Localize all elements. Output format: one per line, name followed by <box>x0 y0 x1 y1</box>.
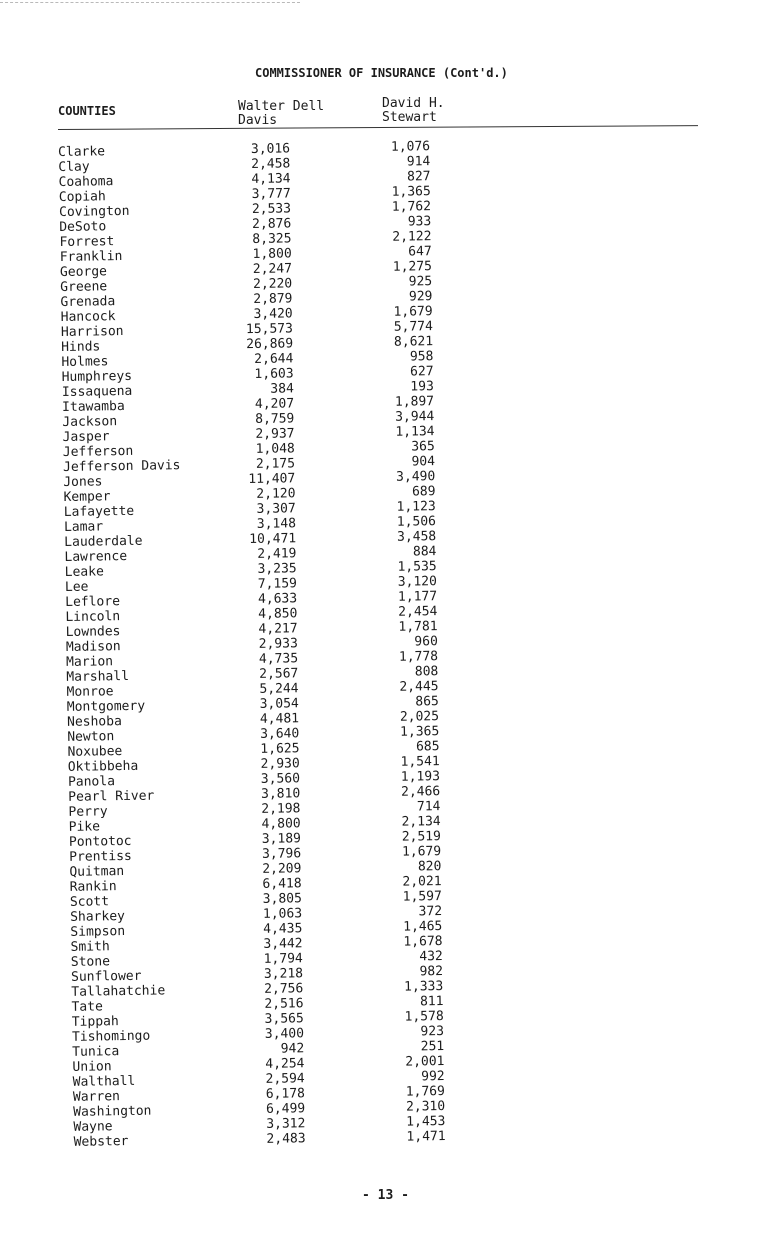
stewart-votes: 1,679 <box>393 304 433 320</box>
county-name: Madison <box>65 639 121 655</box>
stewart-votes: 1,679 <box>401 844 442 860</box>
candidate-davis-header-line2: Davis <box>238 113 278 128</box>
county-name: Lauderdale <box>64 533 143 550</box>
county-name: Panola <box>67 774 116 790</box>
stewart-votes: 1,506 <box>396 514 437 530</box>
county-name: Jones <box>63 474 103 490</box>
davis-votes: 26,869 <box>246 336 294 353</box>
davis-votes: 1,625 <box>260 741 300 757</box>
stewart-votes: 2,454 <box>398 604 438 620</box>
county-name: Clay <box>58 159 90 175</box>
stewart-votes: 1,275 <box>392 259 433 275</box>
stewart-votes: 1,365 <box>400 724 440 740</box>
davis-votes: 1,603 <box>254 366 294 382</box>
county-name: Neshoba <box>66 714 122 730</box>
davis-votes: 3,218 <box>263 966 304 982</box>
stewart-votes: 1,578 <box>404 1009 444 1025</box>
county-name: Copiah <box>58 189 106 205</box>
county-name: Union <box>72 1059 112 1075</box>
stewart-votes: 3,490 <box>396 469 436 485</box>
stewart-votes: 1,897 <box>394 394 435 410</box>
county-name: Tishomingo <box>71 1028 151 1045</box>
county-name: Pike <box>68 819 101 835</box>
county-name: Prentiss <box>69 848 132 865</box>
stewart-votes: 1,769 <box>405 1084 446 1100</box>
stewart-votes: 627 <box>410 364 434 380</box>
stewart-votes: 251 <box>420 1039 445 1055</box>
davis-votes: 3,805 <box>262 891 302 907</box>
davis-votes: 3,442 <box>263 936 303 952</box>
stewart-votes: 811 <box>419 994 444 1010</box>
stewart-votes: 1,177 <box>397 589 438 605</box>
davis-votes: 2,933 <box>258 636 298 652</box>
davis-votes: 3,796 <box>261 846 302 862</box>
county-name: Sunflower <box>70 968 142 985</box>
davis-votes: 2,879 <box>253 291 293 307</box>
county-name: Jefferson <box>62 443 134 460</box>
stewart-votes: 884 <box>412 544 437 560</box>
davis-votes: 3,054 <box>259 696 299 712</box>
county-name: Tallahatchie <box>71 983 166 1000</box>
stewart-votes: 2,134 <box>401 814 441 830</box>
davis-votes: 3,420 <box>253 306 293 322</box>
davis-votes: 3,189 <box>261 831 302 847</box>
davis-votes: 5,244 <box>259 681 299 697</box>
candidate-stewart-header-line2: Stewart <box>382 110 437 125</box>
county-name: Montgomery <box>66 698 146 715</box>
stewart-votes: 1,076 <box>390 139 431 155</box>
davis-votes: 2,567 <box>259 666 299 682</box>
county-name: Lawrence <box>64 548 128 565</box>
stewart-votes: 2,466 <box>400 784 441 800</box>
davis-votes: 2,198 <box>261 801 301 817</box>
davis-votes: 1,063 <box>262 906 303 922</box>
stewart-votes: 3,120 <box>397 574 438 590</box>
davis-votes: 4,800 <box>261 816 301 832</box>
county-name: Covington <box>58 203 130 220</box>
davis-votes: 4,217 <box>258 621 298 637</box>
county-name: Marion <box>66 654 114 670</box>
stewart-votes: 1,193 <box>400 769 441 785</box>
davis-votes: 4,735 <box>258 651 299 667</box>
stewart-votes: 1,781 <box>398 619 438 635</box>
stewart-votes: 3,458 <box>396 529 437 545</box>
stewart-votes: 1,465 <box>403 919 443 935</box>
county-name: Clarke <box>58 144 106 160</box>
county-name: Walthall <box>72 1073 136 1090</box>
davis-votes: 3,565 <box>264 1011 304 1027</box>
stewart-votes: 5,774 <box>393 319 434 335</box>
header-rule <box>58 125 698 130</box>
davis-votes: 3,016 <box>250 141 291 157</box>
county-name: Marshall <box>66 668 130 685</box>
stewart-votes: 865 <box>415 694 439 710</box>
davis-votes: 3,235 <box>257 561 297 577</box>
davis-votes: 3,560 <box>260 771 301 787</box>
davis-votes: 2,644 <box>254 351 294 367</box>
county-name: Stone <box>70 954 111 970</box>
davis-votes: 3,148 <box>256 516 297 532</box>
stewart-votes: 1,535 <box>397 559 437 575</box>
stewart-votes: 827 <box>406 169 431 185</box>
davis-votes: 2,458 <box>251 156 291 172</box>
stewart-votes: 2,001 <box>405 1054 445 1070</box>
davis-votes: 1,794 <box>263 951 303 967</box>
davis-votes: 4,207 <box>254 396 295 412</box>
stewart-votes: 193 <box>410 379 434 395</box>
stewart-votes: 1,541 <box>400 754 440 770</box>
davis-votes: 2,483 <box>266 1131 306 1147</box>
davis-votes: 15,573 <box>245 321 294 338</box>
county-name: Harrison <box>60 323 124 340</box>
page-title: COMMISSIONER OF INSURANCE (Cont'd.) <box>255 66 508 80</box>
stewart-votes: 923 <box>420 1024 445 1040</box>
davis-votes: 4,633 <box>257 591 298 607</box>
stewart-votes: 958 <box>409 349 434 365</box>
county-name: Warren <box>72 1089 121 1105</box>
stewart-votes: 933 <box>407 214 432 230</box>
top-dashed-rule <box>0 2 300 3</box>
stewart-votes: 365 <box>411 439 435 455</box>
county-name: Webster <box>73 1134 129 1150</box>
county-name: Simpson <box>70 924 126 940</box>
county-name: Pontotoc <box>68 833 132 850</box>
stewart-votes: 1,678 <box>403 934 443 950</box>
page-number: - 13 - <box>362 1188 409 1203</box>
davis-votes: 2,930 <box>260 756 300 772</box>
county-name: Humphreys <box>61 368 133 385</box>
davis-votes: 3,307 <box>256 501 296 517</box>
candidate-davis-header <box>238 100 324 128</box>
county-name: Tunica <box>72 1044 120 1060</box>
davis-votes: 2,247 <box>252 261 293 277</box>
davis-votes: 2,175 <box>255 456 296 472</box>
davis-votes: 2,516 <box>264 996 304 1012</box>
stewart-votes: 1,453 <box>406 1114 446 1130</box>
davis-votes: 4,134 <box>251 171 291 187</box>
county-name: Lamar <box>63 519 104 535</box>
county-name: Kemper <box>63 489 111 505</box>
stewart-votes: 1,333 <box>404 979 444 995</box>
county-name: Tippah <box>71 1014 119 1030</box>
county-name: Issaquena <box>61 383 133 400</box>
stewart-votes: 960 <box>414 634 438 650</box>
county-name: Grenada <box>60 294 116 310</box>
davis-votes: 2,594 <box>265 1071 305 1087</box>
county-name: Jackson <box>62 414 118 430</box>
stewart-votes: 432 <box>419 949 443 965</box>
stewart-votes: 689 <box>411 484 436 500</box>
county-name: Franklin <box>59 249 123 265</box>
county-name: Forrest <box>59 234 115 250</box>
county-name: Leake <box>64 564 104 580</box>
county-name: Coahoma <box>58 174 114 190</box>
stewart-votes: 808 <box>414 664 439 680</box>
davis-votes: 10,471 <box>249 531 297 548</box>
stewart-votes: 2,122 <box>392 229 432 245</box>
davis-votes: 2,533 <box>251 201 292 217</box>
county-name: Wayne <box>73 1119 113 1135</box>
county-name: Washington <box>73 1103 152 1120</box>
davis-votes: 3,400 <box>264 1026 305 1042</box>
county-name: Perry <box>68 804 108 820</box>
county-name: George <box>59 264 108 280</box>
davis-votes: 2,756 <box>264 981 304 997</box>
davis-votes: 4,435 <box>263 921 303 937</box>
davis-votes: 2,419 <box>257 546 297 562</box>
stewart-votes: 647 <box>408 244 432 260</box>
davis-votes: 8,325 <box>252 231 292 247</box>
county-name: Greene <box>60 279 108 295</box>
county-name: Hancock <box>60 309 116 325</box>
stewart-votes: 2,519 <box>401 829 442 845</box>
county-name: Itawamba <box>62 398 125 415</box>
county-name: Sharkey <box>70 909 126 925</box>
davis-votes: 7,159 <box>257 576 298 592</box>
candidate-stewart-header-line1: David H. <box>382 96 445 111</box>
davis-votes: 3,312 <box>266 1116 306 1132</box>
stewart-votes: 372 <box>418 904 443 920</box>
county-name: Lafayette <box>63 503 135 520</box>
davis-votes: 3,810 <box>260 786 301 802</box>
davis-votes: 384 <box>270 381 294 397</box>
stewart-votes: 992 <box>421 1069 445 1085</box>
davis-votes: 6,418 <box>262 876 302 892</box>
county-name: Lee <box>64 579 89 595</box>
stewart-votes: 8,621 <box>393 334 434 350</box>
stewart-votes: 685 <box>415 739 440 755</box>
stewart-votes: 914 <box>406 154 431 170</box>
county-name: Quitman <box>69 864 125 880</box>
stewart-votes: 1,471 <box>406 1129 446 1145</box>
stewart-votes: 982 <box>419 964 444 980</box>
stewart-votes: 1,134 <box>395 424 435 440</box>
davis-votes: 2,220 <box>252 276 293 292</box>
stewart-votes: 1,365 <box>391 184 431 200</box>
stewart-votes: 929 <box>408 289 433 305</box>
davis-votes: 2,876 <box>252 216 292 232</box>
county-name: Oktibbeha <box>67 758 139 775</box>
stewart-votes: 1,778 <box>398 649 439 665</box>
county-name: Jefferson Davis <box>62 458 181 475</box>
davis-votes: 3,777 <box>251 186 291 202</box>
stewart-votes: 3,944 <box>395 409 435 425</box>
county-name: DeSoto <box>59 219 107 235</box>
candidate-davis-header-line1: Walter Dell <box>238 99 325 114</box>
candidate-stewart-header <box>382 97 445 125</box>
stewart-votes: 2,445 <box>399 679 439 695</box>
county-name: Newton <box>67 729 115 745</box>
county-name: Scott <box>69 894 110 910</box>
davis-votes: 8,759 <box>255 411 295 427</box>
davis-votes: 4,850 <box>258 606 298 622</box>
stewart-votes: 820 <box>417 859 442 875</box>
county-name: Rankin <box>69 879 117 895</box>
county-name: Holmes <box>61 354 109 370</box>
stewart-votes: 2,021 <box>402 874 442 890</box>
county-name: Monroe <box>66 684 114 700</box>
county-name: Lowndes <box>65 624 121 640</box>
davis-votes: 3,640 <box>260 726 300 742</box>
stewart-votes: 904 <box>411 454 436 470</box>
county-name: Noxubee <box>67 744 123 760</box>
county-name: Hinds <box>61 339 101 355</box>
stewart-votes: 2,310 <box>405 1099 446 1115</box>
stewart-votes: 1,123 <box>396 499 436 515</box>
davis-votes: 1,048 <box>255 441 295 457</box>
davis-votes: 2,209 <box>262 861 302 877</box>
counties-column-header: COUNTIES <box>58 104 116 118</box>
stewart-votes: 925 <box>408 274 433 290</box>
davis-votes: 2,120 <box>256 486 296 502</box>
stewart-votes: 1,597 <box>402 889 442 905</box>
county-name: Smith <box>70 939 110 955</box>
county-name: Jasper <box>62 429 110 445</box>
davis-votes: 4,481 <box>259 711 300 727</box>
davis-votes: 6,499 <box>265 1101 306 1117</box>
stewart-votes: 2,025 <box>399 709 440 725</box>
davis-votes: 2,937 <box>255 426 295 442</box>
davis-votes: 1,800 <box>252 246 292 262</box>
county-name: Pearl River <box>68 788 155 805</box>
davis-votes: 942 <box>280 1041 305 1057</box>
county-name: Lincoln <box>65 609 121 625</box>
davis-votes: 4,254 <box>265 1056 305 1072</box>
results-table <box>0 134 763 1151</box>
county-name: Leflore <box>65 594 121 610</box>
stewart-votes: 1,762 <box>391 199 432 215</box>
county-name: Tate <box>71 999 103 1015</box>
davis-votes: 6,178 <box>265 1086 306 1102</box>
davis-votes: 11,407 <box>248 471 296 488</box>
stewart-votes: 714 <box>416 799 441 815</box>
